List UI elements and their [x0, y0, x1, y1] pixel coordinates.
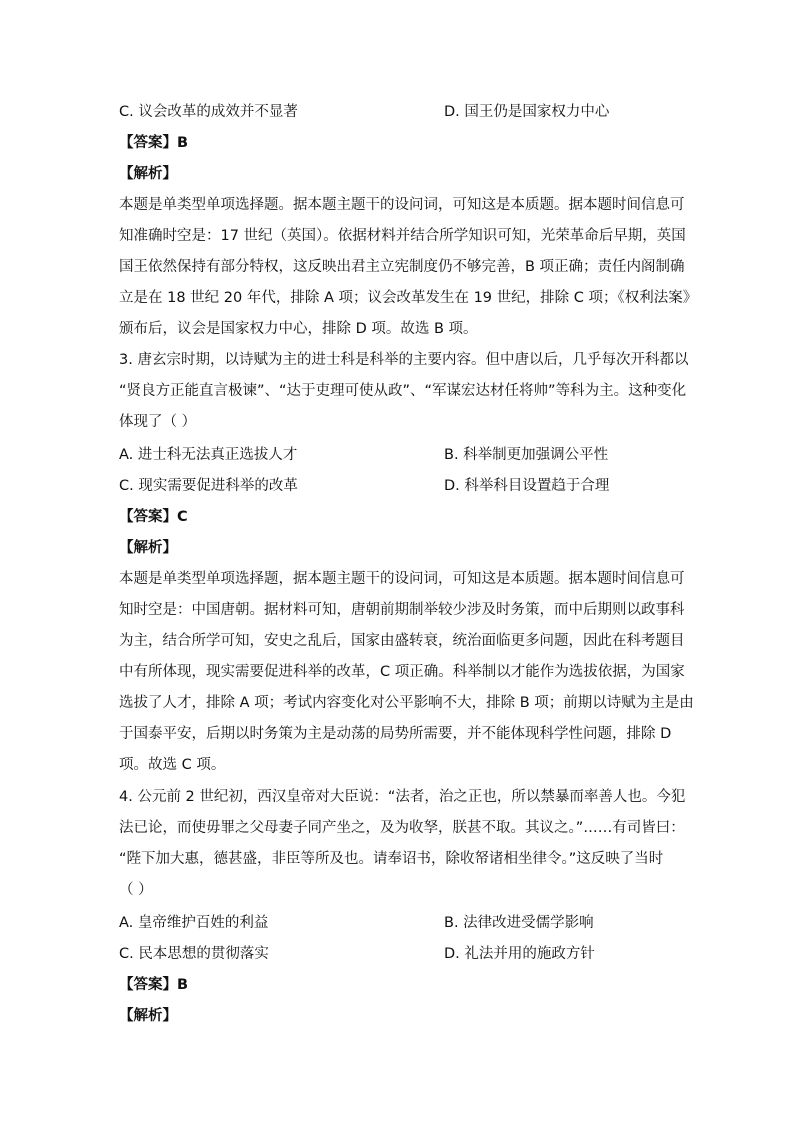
q2-option-c: C. 议会改革的成效并不显著	[119, 104, 298, 120]
q3-option-a: A. 进士科无法真正选拔人才	[119, 447, 298, 463]
q3-options-row-cd	[119, 476, 679, 496]
q3-stem-line: 3. 唐玄宗时期，以诗赋为主的进士科是科举的主要内容。但中唐以后，几乎每次开科都以	[119, 352, 689, 368]
q4-options-row-ab	[119, 913, 679, 933]
q4-stem-line: 4. 公元前 2 世纪初，西汉皇帝对大臣说：“法者，治之正也，所以禁暴而率善人也。今犯	[119, 789, 686, 805]
q4-options-row-cd	[119, 944, 679, 964]
q3-analysis-line: 中有所体现，现实需要促进科举的改革，C 项正确。科举制以才能作为选拔依据，为国家	[119, 664, 685, 680]
q3-stem-line: 体现了（ ）	[119, 414, 197, 430]
q4-stem-line: 法已论，而使毋罪之父母妻子同产坐之，及为收孥，朕甚不取。其议之。”……有司皆曰：	[119, 820, 685, 836]
q3-option-c: C. 现实需要促进科举的改革	[119, 478, 298, 494]
q4-option-b: B. 法律改进受儒学影响	[444, 915, 594, 931]
q2-analysis-heading: 【解析】	[119, 166, 177, 182]
q2-analysis-line: 知准确时空是：17 世纪（英国）。依据材料并结合所学知识可知，光荣革命后早期，英国	[119, 228, 686, 244]
q4-option-d: D. 礼法并用的施政方针	[444, 946, 595, 962]
q3-stem-line: “贤良方正能直言极谏”、“达于吏理可使从政”、“军谋宏达材任将帅”等科为主。这种变化	[119, 383, 687, 399]
q4-stem-line: “陛下加大惠，德甚盛，非臣等所及也。请奉诏书，除收帑诸相坐律令。”这反映了当时	[119, 851, 664, 867]
q4-option-c: C. 民本思想的贯彻落实	[119, 946, 269, 962]
q4-option-a: A. 皇帝维护百姓的利益	[119, 915, 269, 931]
q3-options-row-ab	[119, 445, 679, 465]
q3-analysis-line: 选拔了人才，排除 A 项；考试内容变化对公平影响不大，排除 B 项；前期以诗赋为主是由	[119, 695, 694, 711]
q2-analysis-line: 本题是单类型单项选择题。据本题主题干的设问词，可知这是本质题。据本题时间信息可	[119, 197, 685, 213]
q2-analysis-line: 颁布后，议会是国家权力中心，排除 D 项。故选 B 项。	[119, 321, 478, 337]
q3-option-d: D. 科举科目设置趋于合理	[444, 478, 610, 494]
q2-option-d: D. 国王仍是国家权力中心	[444, 104, 610, 120]
q2-options-row-cd	[119, 102, 679, 122]
q2-analysis-line: 国王依然保持有部分特权，这反映出君主立宪制度仍不够完善，B 项正确；责任内阁制确	[119, 259, 685, 275]
q4-answer: 【答案】B	[119, 977, 189, 993]
q3-analysis-heading: 【解析】	[119, 540, 177, 556]
q4-analysis-heading: 【解析】	[119, 1008, 177, 1024]
q2-answer: 【答案】B	[119, 135, 189, 151]
q4-stem-line: （ ）	[119, 882, 153, 898]
q3-analysis-line: 于国泰平安，后期以时务策为主是动荡的局势所需要，并不能体现科学性问题，排除 D	[119, 726, 672, 742]
q3-analysis-line: 知时空是：中国唐朝。据材料可知，唐朝前期制举较少涉及时务策，而中后期则以政事科	[119, 602, 685, 618]
q3-analysis-line: 项。故选 C 项。	[119, 757, 226, 773]
q3-answer: 【答案】C	[119, 509, 188, 525]
q3-option-b: B. 科举制更加强调公平性	[444, 447, 609, 463]
q3-analysis-line: 本题是单类型单项选择题，据本题主题干的设问词，可知这是本质题。据本题时间信息可	[119, 571, 685, 587]
q3-analysis-line: 为主，结合所学可知，安史之乱后，国家由盛转衰，统治面临更多问题，因此在科考题目	[119, 633, 685, 649]
q2-analysis-line: 立是在 18 世纪 20 年代，排除 A 项；议会改革发生在 19 世纪，排除 C 项；《权利法案》	[119, 290, 698, 306]
